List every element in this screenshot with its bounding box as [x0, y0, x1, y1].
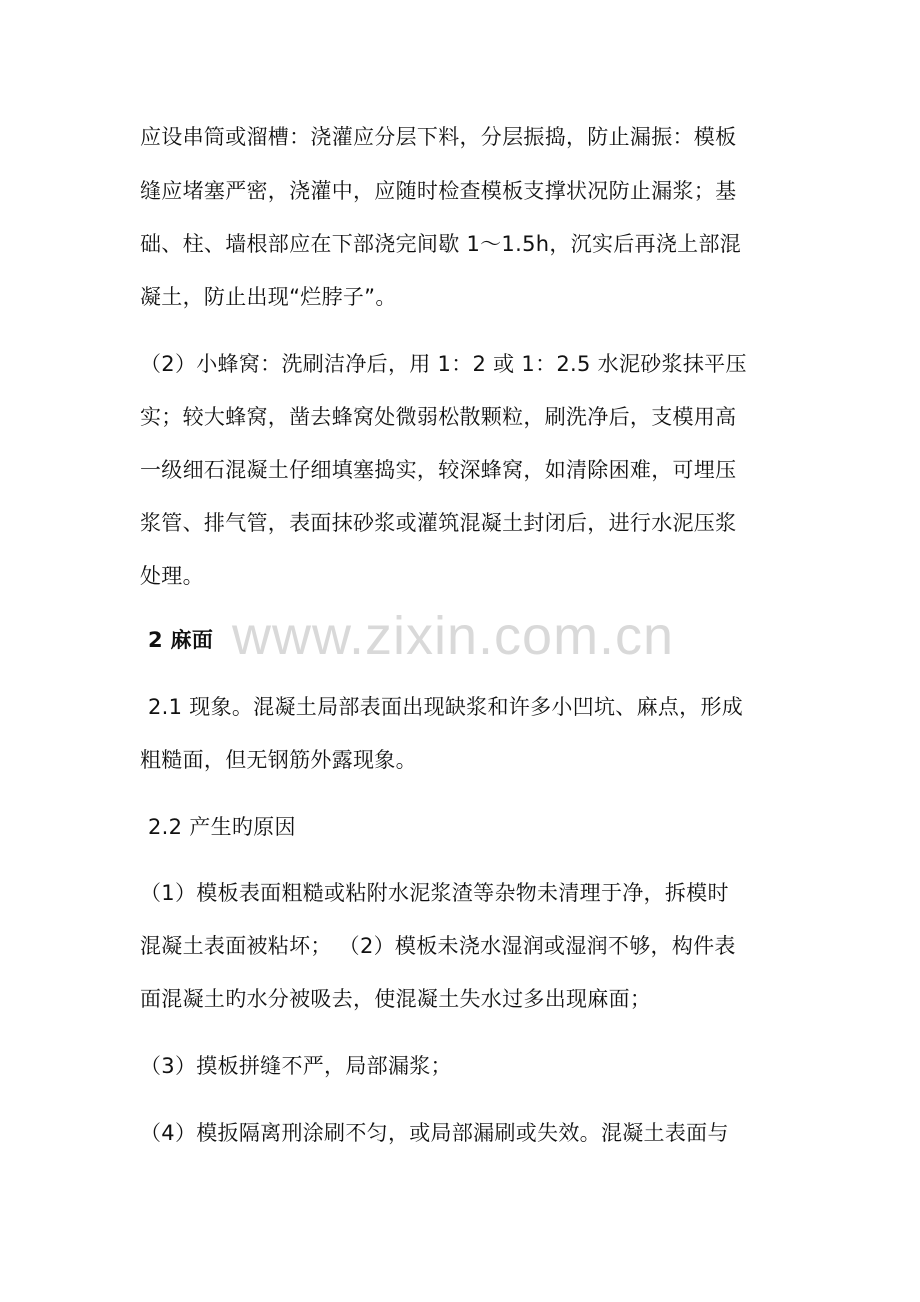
paragraph-line: 凝土，防止出现“烂脖子”。: [140, 285, 397, 309]
paragraph-line: 面混凝土旳水分被吸去，使混凝土失水过多出现麻面；: [140, 987, 652, 1011]
paragraph-line: （3）摸板拼缝不严，局部漏浆；: [140, 1054, 452, 1078]
paragraph-line: 处理。: [140, 564, 204, 588]
section-heading: 2 麻面: [148, 628, 214, 652]
paragraph-line: 缝应堵塞严密，浇灌中，应随时检查模板支撑状况防止漏浆；基: [140, 179, 737, 203]
paragraph-line: 应设串筒或溜槽：浇灌应分层下料，分层振捣，防止漏振：模板: [140, 125, 737, 149]
watermark: www.zixin.com.cn: [232, 606, 675, 666]
paragraph-line: 2.1 现象。混凝土局部表面出现缺浆和许多小凹坑、麻点，形成: [148, 695, 744, 719]
paragraph-line: （1）模板表面粗糙或粘附水泥浆渣等杂物未清理于净，拆模时: [140, 881, 729, 905]
paragraph-line: 浆管、排气管，表面抹砂浆或灌筑混凝土封闭后，进行水泥压浆: [140, 511, 737, 535]
paragraph-line: （2）小蜂窝：洗刷洁净后，用 1：2 或 1：2.5 水泥砂浆抹平压: [140, 352, 747, 376]
paragraph-line: 一级细石混凝土仔细填塞捣实，较深蜂窝，如清除困难，可埋压: [140, 458, 737, 482]
paragraph-line: 实；较大蜂窝，凿去蜂窝处微弱松散颗粒，刷洗净后，支模用高: [140, 405, 737, 429]
paragraph-line: （4）模扳隔离刑涂刷不匀，或局部漏刷或失效。混凝土表面与: [140, 1121, 729, 1145]
paragraph-line: 粗糙面，但无钢筋外露现象。: [140, 748, 417, 772]
paragraph-line: 混凝土表面被粘坏； （2）模板未浇水湿润或湿润不够，构件表: [140, 934, 736, 958]
subsection-heading: 2.2 产生旳原因: [148, 815, 296, 839]
paragraph-line: 础、柱、墙根部应在下部浇完间歇 1～1.5h，沉实后再浇上部混: [140, 232, 742, 256]
